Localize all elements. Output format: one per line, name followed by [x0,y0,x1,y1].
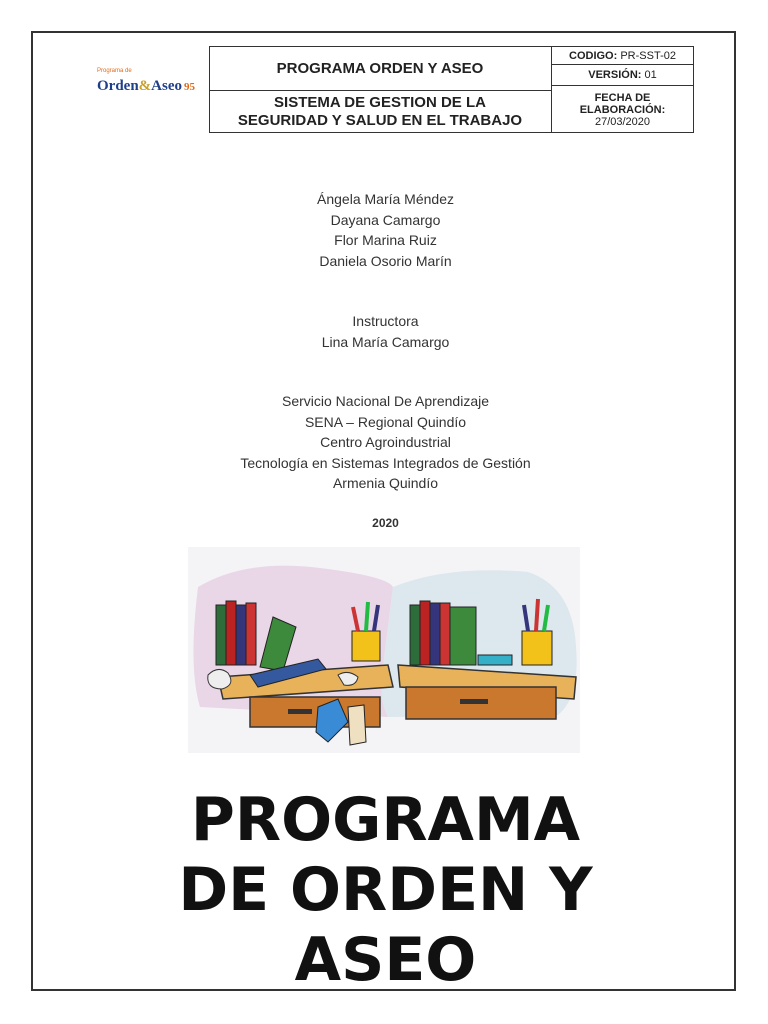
codigo-row [552,47,693,65]
logo-text-aseo: Aseo [151,78,182,94]
institution-line: Servicio Nacional De Aprendizaje [282,393,489,409]
version-value: 01 [644,69,657,81]
big-title-line-3: ASEO [294,925,477,995]
header-title: PROGRAMA ORDEN Y ASEO [209,47,552,91]
big-title-line-2: DE ORDEN Y [178,855,593,925]
version-row [552,65,693,86]
author-name: Daniela Osorio Marín [319,252,452,269]
author-name: Ángela María Méndez [317,191,454,207]
logo-cell [75,46,210,133]
institution-line: Armenia Quindío [332,475,439,491]
fecha-label-1: FECHA DE [594,91,651,104]
institution-line: Tecnología en Sistemas Integrados de Gestión [240,454,531,471]
logo-prefix: Programa de [97,68,132,74]
year: 2020 [372,516,399,530]
codigo-value: PR-SST-02 [620,49,676,62]
subtitle-line-1: SISTEMA DE GESTION DE LA [274,94,486,111]
header-meta [552,47,693,133]
big-title-line-1: PROGRAMA [190,785,581,855]
document-page [31,31,736,995]
big-title-clip [33,785,738,995]
institution-block [33,391,738,494]
logo [97,78,195,95]
messy-vs-tidy-desk-illustration [188,547,580,753]
header-table [209,46,694,133]
logo-number: 95 [184,81,195,93]
institution-line: Centro Agroindustrial [320,434,451,450]
logo-ampersand: & [138,78,152,94]
authors-list [33,189,738,271]
codigo-label: CODIGO: [569,49,618,62]
version-label: VERSIÓN: [588,69,642,81]
fecha-value: 27/03/2020 [594,115,651,128]
instructor-block [33,311,738,352]
fecha-row [552,86,693,133]
institution-line: SENA – Regional Quindío [304,413,467,430]
subtitle-line-2: SEGURIDAD Y SALUD EN EL TRABAJO [237,112,523,129]
instructor-name: Lina María Camargo [321,333,450,350]
big-title [33,785,738,995]
header-subtitle [209,91,552,133]
logo-text-orden: Orden [97,78,139,94]
author-name: Flor Marina Ruiz [334,232,437,248]
fecha-label-2: ELABORACIÓN: [579,103,666,116]
author-name: Dayana Camargo [330,211,441,228]
instructor-label: Instructora [352,313,419,329]
